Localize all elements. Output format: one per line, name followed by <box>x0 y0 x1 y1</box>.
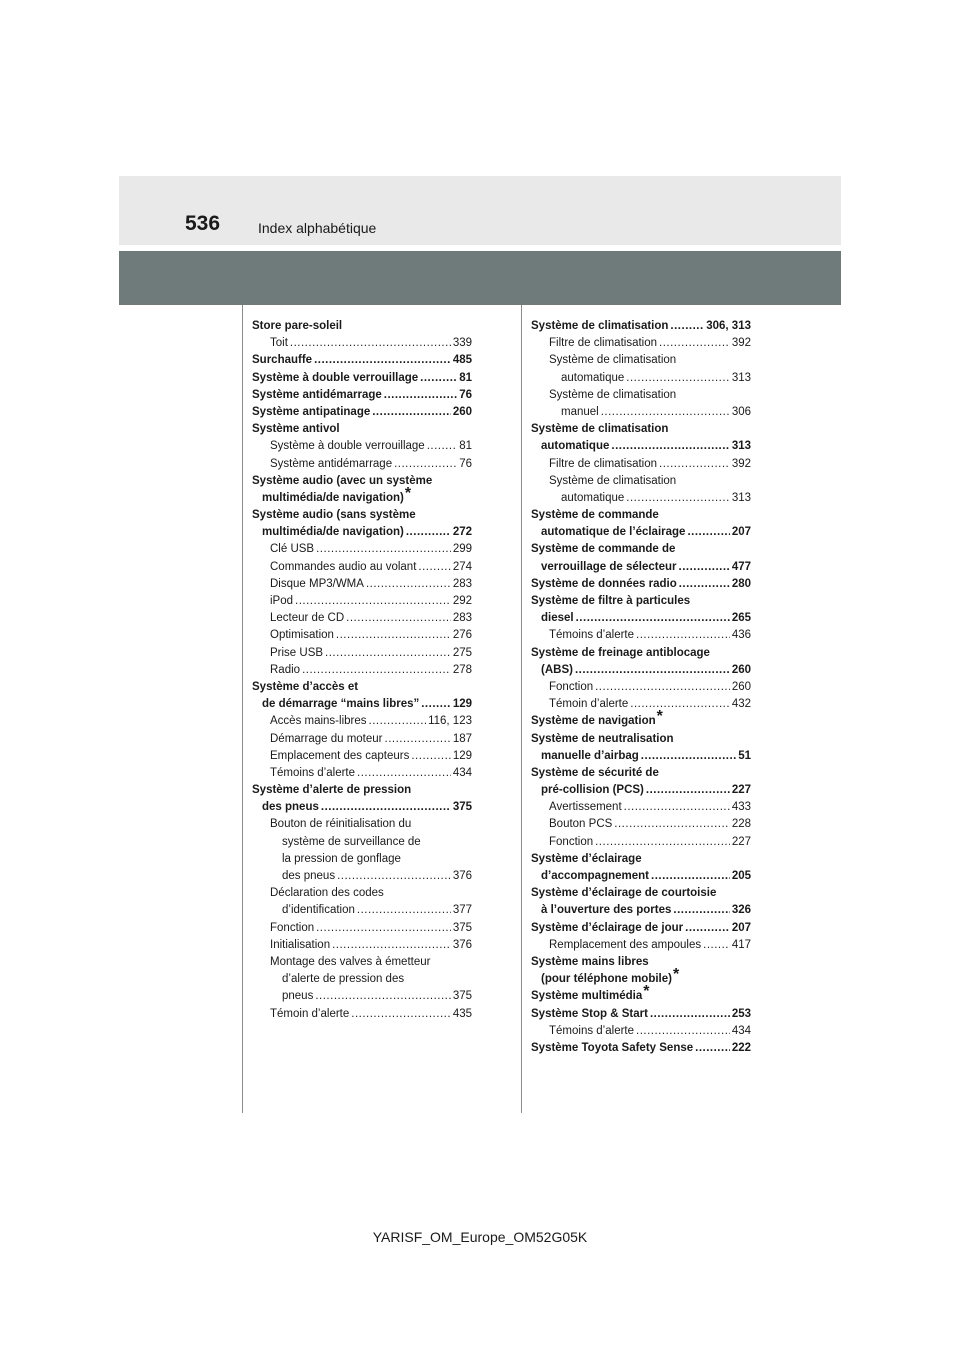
dot-leader <box>630 696 730 713</box>
index-entry <box>531 1006 751 1023</box>
index-entry-page: 51 <box>738 749 751 762</box>
index-entry-text: Système antipatinage <box>252 405 371 418</box>
index-entry-page: 299 <box>452 543 472 556</box>
index-entry <box>531 456 751 473</box>
index-entry <box>531 541 751 558</box>
footnote-asterisk: * <box>656 708 663 726</box>
index-entry-page: 227 <box>731 784 751 797</box>
index-entry <box>531 937 751 954</box>
index-entry <box>531 902 751 919</box>
dot-leader <box>673 902 729 919</box>
index-entry-text: Système de climatisation <box>549 354 677 367</box>
index-entry-text: Système d’alerte de pression <box>252 784 412 797</box>
index-entry-page: 207 <box>731 921 751 934</box>
index-entry-text: Témoins d’alerte <box>549 629 635 642</box>
index-entry-text: automatique de l’éclairage <box>541 526 686 539</box>
dot-leader <box>316 920 451 937</box>
dot-leader <box>679 576 730 593</box>
index-entry <box>531 868 751 885</box>
right-column-rule <box>521 305 522 1113</box>
index-entry-text: d’accompagnement <box>541 870 649 882</box>
index-entry-text: Système audio (sans système <box>252 509 416 522</box>
index-entry <box>252 902 472 919</box>
index-entry-text: Emplacement des capteurs <box>270 749 410 762</box>
dot-leader <box>595 679 730 696</box>
index-entry-text: Commandes audio au volant <box>270 560 417 573</box>
index-entry-page: 377 <box>452 904 472 917</box>
index-entry-text: Filtre de climatisation <box>549 337 658 350</box>
index-entry <box>252 885 472 902</box>
index-entry-text: Système de filtre à particules <box>531 595 691 607</box>
dot-leader <box>351 1006 451 1023</box>
index-entry-page: 375 <box>452 801 472 814</box>
index-entry-text: Déclaration des codes <box>270 887 384 900</box>
index-entry <box>252 868 472 885</box>
index-entry-page: 76 <box>459 457 472 470</box>
index-entry <box>252 731 472 748</box>
index-entry <box>252 507 472 524</box>
index-entry <box>531 610 751 627</box>
index-entry-text: Système à double verrouillage <box>252 371 419 384</box>
index-entry-page: 436 <box>731 629 751 642</box>
index-entry-text: des pneus <box>262 801 319 814</box>
index-entry <box>252 937 472 954</box>
left-column-rule <box>242 305 243 1113</box>
index-entry <box>531 731 751 748</box>
index-entry <box>531 387 751 404</box>
dot-leader <box>290 335 451 352</box>
dot-leader <box>337 868 451 885</box>
index-entry-page: 485 <box>452 354 472 367</box>
index-entry-page: 129 <box>452 698 472 711</box>
index-entry-text: multimédia/de navigation) <box>262 491 404 504</box>
index-entry <box>252 610 472 627</box>
index-entry-text: manuelle d’airbag <box>541 749 639 762</box>
index-entry-text: Optimisation <box>270 629 334 642</box>
index-entry <box>252 421 472 438</box>
index-entry <box>531 318 751 335</box>
index-entry-text: automatique <box>541 440 610 453</box>
index-entry-text: (ABS) <box>541 663 573 676</box>
index-entry <box>531 679 751 696</box>
index-entry-page: 260 <box>452 405 472 418</box>
dot-leader <box>595 834 730 851</box>
index-entry-text: Système de climatisation <box>531 423 669 436</box>
index-entry-text: Fonction <box>270 921 315 934</box>
index-entry-page: 292 <box>452 595 472 607</box>
index-entry-text: de démarrage “mains libres” <box>262 698 420 711</box>
index-entry-page: 205 <box>731 870 751 882</box>
dot-leader <box>369 713 427 730</box>
index-entry <box>531 438 751 455</box>
index-entry <box>252 1006 472 1023</box>
index-entry <box>531 490 751 507</box>
index-entry-text: Système antivol <box>252 423 340 436</box>
index-entry-page: 274 <box>452 560 472 573</box>
index-entry-page: 116, 123 <box>428 715 472 728</box>
index-entry-text: Système de commande <box>531 509 659 522</box>
document-footer: YARISF_OM_Europe_OM52G05K <box>372 1229 588 1245</box>
index-entry-page: 81 <box>459 371 472 384</box>
dot-leader <box>703 937 730 954</box>
index-entry <box>252 593 472 610</box>
index-entry-text: Montage des valves à émetteur <box>270 955 431 968</box>
index-entry <box>531 421 751 438</box>
index-entry <box>252 627 472 644</box>
index-entry-page: 253 <box>731 1007 751 1020</box>
index-entry-text: Système multimédia <box>531 990 643 1003</box>
index-entry-page: 278 <box>452 663 472 676</box>
index-entry-text: Démarrage du moteur <box>270 732 383 745</box>
index-entry-text: Clé USB <box>270 543 315 556</box>
index-entry-text: Système de sécurité de <box>531 766 659 779</box>
index-entry-text: Système audio (avec un système <box>252 474 433 487</box>
dot-leader <box>624 799 730 816</box>
index-entry-page: 432 <box>731 698 751 711</box>
index-entry-text: Fonction <box>549 835 594 848</box>
index-entry <box>531 966 751 988</box>
dot-leader <box>626 370 730 387</box>
index-entry <box>252 971 472 988</box>
index-entry-text: (pour téléphone mobile) <box>541 973 672 986</box>
index-entry-page: 435 <box>452 1007 472 1020</box>
index-entry-text: automatique <box>561 491 625 504</box>
index-entry <box>531 473 751 490</box>
index-entry <box>252 834 472 851</box>
dot-leader <box>321 799 451 816</box>
index-entry-text: Système mains libres <box>531 955 649 968</box>
index-entry-text: Système de climatisation <box>549 474 677 487</box>
dot-leader <box>427 438 458 455</box>
index-entry-page: 222 <box>731 1041 751 1054</box>
index-entry-text: Avertissement <box>549 801 622 814</box>
index-entry-page: 306 <box>731 405 751 418</box>
index-entry-text: système de surveillance de <box>282 835 421 848</box>
dot-leader <box>687 524 729 541</box>
index-entry-text: multimédia/de navigation) <box>262 526 404 539</box>
index-entry-text: Système de données radio <box>531 577 677 590</box>
index-entry <box>531 708 751 730</box>
index-entry-text: Système d’éclairage de courtoisie <box>531 887 717 900</box>
header-bar <box>119 251 841 305</box>
footnote-asterisk: * <box>404 484 412 502</box>
index-entry <box>252 335 472 352</box>
index-entry <box>531 765 751 782</box>
index-entry-page: 228 <box>731 818 751 831</box>
index-entry <box>252 438 472 455</box>
index-entry-text: Radio <box>270 663 301 676</box>
index-entry <box>531 782 751 799</box>
index-entry-page: 339 <box>452 337 472 350</box>
index-entry-page: 326 <box>731 904 751 917</box>
dot-leader <box>636 1023 730 1040</box>
dot-leader <box>421 696 451 713</box>
index-entry-text: Système de freinage antiblocage <box>531 646 710 659</box>
index-entry <box>252 816 472 833</box>
index-entry-text: Système de climatisation <box>549 388 677 401</box>
index-entry <box>252 456 472 473</box>
index-entry-page: 375 <box>452 990 472 1003</box>
index-entry-page: 207 <box>731 526 751 539</box>
index-entry-page: 313 <box>731 371 751 384</box>
index-entry-page: 376 <box>452 938 472 951</box>
index-entry-text: Système de neutralisation <box>531 732 674 745</box>
index-entry-text: Filtre de climatisation <box>549 457 658 470</box>
dot-leader <box>695 1040 730 1057</box>
index-entry <box>531 576 751 593</box>
index-entry <box>531 627 751 644</box>
index-entry-page: 280 <box>731 577 751 590</box>
index-entry <box>252 851 472 868</box>
index-entry <box>531 920 751 937</box>
dot-leader <box>641 748 736 765</box>
index-entry <box>531 645 751 662</box>
index-entry-page: 376 <box>452 870 472 882</box>
dot-leader <box>650 1006 730 1023</box>
dot-leader <box>636 627 730 644</box>
index-entry-page: 417 <box>731 938 751 951</box>
dot-leader <box>679 559 730 576</box>
index-entry-page: 392 <box>731 337 751 350</box>
dot-leader <box>611 438 729 455</box>
dot-leader <box>332 937 451 954</box>
index-entry-text: Accès mains-libres <box>270 715 367 728</box>
index-entry <box>252 645 472 662</box>
index-entry-page: 275 <box>452 646 472 659</box>
dot-leader <box>302 662 451 679</box>
index-entry-page: 434 <box>731 1024 751 1037</box>
index-entry <box>252 541 472 558</box>
dot-leader <box>366 576 451 593</box>
index-entry-text: manuel <box>561 405 599 418</box>
index-entry-text: Remplacement des ampoules <box>549 938 702 951</box>
dot-leader <box>646 782 730 799</box>
index-column-left <box>252 318 472 1023</box>
dot-leader <box>316 541 451 558</box>
index-entry <box>252 748 472 765</box>
index-entry-page: 306, 313 <box>706 320 751 332</box>
index-entry-page: 434 <box>452 766 472 779</box>
index-entry-text: Prise USB <box>270 646 324 659</box>
index-entry-page: 375 <box>452 921 472 934</box>
index-entry-text: Initialisation <box>270 938 331 951</box>
dot-leader <box>418 559 450 576</box>
index-entry <box>531 816 751 833</box>
index-entry <box>252 954 472 971</box>
index-entry <box>531 885 751 902</box>
index-entry <box>252 696 472 713</box>
index-entry-text: à l’ouverture des portes <box>541 904 672 917</box>
index-entry-text: Système de commande de <box>531 543 676 556</box>
dot-leader <box>385 731 451 748</box>
index-entry <box>531 559 751 576</box>
dot-leader <box>651 868 730 885</box>
index-entry-text: Store pare-soleil <box>252 320 343 332</box>
index-entry-page: 283 <box>452 577 472 590</box>
index-entry <box>252 473 472 490</box>
dot-leader <box>394 456 457 473</box>
dot-leader <box>295 593 451 610</box>
index-entry-text: Témoin d’alerte <box>270 1007 350 1020</box>
index-entry <box>252 988 472 1005</box>
dot-leader <box>601 404 730 421</box>
dot-leader <box>411 748 450 765</box>
dot-leader <box>372 404 451 421</box>
index-entry-text: Système de navigation <box>531 715 656 728</box>
index-entry-text: Système Stop & Start <box>531 1007 648 1020</box>
index-entry-text: Système à double verrouillage <box>270 440 425 453</box>
dot-leader <box>384 387 457 404</box>
dot-leader <box>670 318 704 335</box>
index-entry <box>531 524 751 541</box>
dot-leader <box>314 352 451 369</box>
index-entry-text: pré-collision (PCS) <box>541 784 644 797</box>
index-entry <box>252 662 472 679</box>
index-entry <box>252 484 472 507</box>
index-entry <box>531 1023 751 1040</box>
index-entry-page: 81 <box>459 440 472 453</box>
index-entry-text: automatique <box>561 371 625 384</box>
index-entry-text: des pneus <box>282 870 336 882</box>
dot-leader <box>315 988 450 1005</box>
index-entry-page: 477 <box>731 560 751 573</box>
index-entry <box>252 559 472 576</box>
index-entry <box>252 782 472 799</box>
index-entry <box>252 576 472 593</box>
index-entry-text: Lecteur de CD <box>270 612 345 625</box>
index-entry <box>531 335 751 352</box>
index-entry <box>252 679 472 696</box>
index-entry-text: Surchauffe <box>252 354 313 367</box>
dot-leader <box>336 627 451 644</box>
dot-leader <box>406 524 451 541</box>
index-entry <box>252 370 472 387</box>
index-entry-page: 227 <box>731 835 751 848</box>
dot-leader <box>614 816 730 833</box>
dot-leader <box>659 456 730 473</box>
index-entry-text: Système de climatisation <box>531 320 669 332</box>
index-entry-text: diesel <box>541 612 574 625</box>
index-entry-text: iPod <box>270 595 294 607</box>
index-entry-text: Disque MP3/WMA <box>270 577 364 590</box>
index-entry-text: d’identification <box>282 904 355 917</box>
index-entry <box>531 834 751 851</box>
index-entry <box>252 524 472 541</box>
index-entry <box>531 748 751 765</box>
index-entry <box>531 954 751 971</box>
dot-leader <box>357 902 451 919</box>
index-entry-text: pneus <box>282 990 314 1003</box>
index-entry <box>531 851 751 868</box>
index-entry-text: Témoins d’alerte <box>270 766 356 779</box>
index-entry <box>531 507 751 524</box>
index-entry-page: 272 <box>452 526 472 539</box>
dot-leader <box>685 920 730 937</box>
index-entry-page: 392 <box>731 457 751 470</box>
index-entry <box>531 662 751 679</box>
dot-leader <box>357 765 451 782</box>
dot-leader <box>576 610 730 627</box>
dot-leader <box>420 370 457 387</box>
section-title: Index alphabétique <box>258 220 377 236</box>
footnote-asterisk: * <box>643 983 650 1001</box>
dot-leader <box>659 335 730 352</box>
index-entry <box>531 352 751 369</box>
index-entry <box>252 404 472 421</box>
index-entry <box>531 799 751 816</box>
index-entry <box>252 920 472 937</box>
index-entry-text: Fonction <box>549 680 594 693</box>
index-entry-text: verrouillage de sélecteur <box>541 560 677 573</box>
dot-leader <box>626 490 730 507</box>
index-entry-text: Témoins d’alerte <box>549 1024 635 1037</box>
index-entry <box>252 799 472 816</box>
index-entry <box>531 696 751 713</box>
index-entry <box>531 370 751 387</box>
index-entry-text: d’alerte de pression des <box>282 973 405 986</box>
index-entry <box>252 713 472 730</box>
header-band <box>119 176 841 245</box>
index-entry-text: Système antidémarrage <box>270 457 393 470</box>
dot-leader <box>575 662 730 679</box>
index-entry <box>252 387 472 404</box>
index-entry-text: Bouton PCS <box>549 818 613 831</box>
index-entry-page: 187 <box>452 732 472 745</box>
index-entry-page: 433 <box>731 801 751 814</box>
dot-leader <box>325 645 451 662</box>
index-column-right <box>531 318 751 1057</box>
index-entry-text: Système antidémarrage <box>252 388 382 401</box>
index-entry-page: 129 <box>452 749 472 762</box>
index-entry-page: 260 <box>731 680 751 693</box>
index-entry-page: 265 <box>731 612 751 625</box>
index-entry-page: 76 <box>459 388 472 401</box>
index-entry-page: 276 <box>452 629 472 642</box>
index-entry-text: Bouton de réinitialisation du <box>270 818 412 831</box>
index-entry <box>252 318 472 335</box>
index-entry-text: Système Toyota Safety Sense <box>531 1041 694 1054</box>
page-number: 536 <box>185 212 221 235</box>
index-entry-text: Système d’accès et <box>252 680 359 693</box>
index-entry-page: 313 <box>731 440 751 453</box>
index-entry-text: Toit <box>270 337 288 350</box>
index-entry <box>531 404 751 421</box>
index-entry-page: 283 <box>452 612 472 625</box>
index-entry-text: Système d’éclairage <box>531 852 642 865</box>
index-entry <box>531 983 751 1005</box>
index-entry <box>252 765 472 782</box>
index-entry-text: la pression de gonflage <box>282 852 401 865</box>
index-entry <box>531 1040 751 1057</box>
index-entry-page: 260 <box>731 663 751 676</box>
footnote-asterisk: * <box>672 966 680 984</box>
index-entry-text: Témoin d’alerte <box>549 698 629 711</box>
index-entry-text: Système d’éclairage de jour <box>531 921 684 934</box>
index-entry <box>252 352 472 369</box>
dot-leader <box>346 610 451 627</box>
index-entry-page: 313 <box>731 491 751 504</box>
index-entry <box>531 593 751 610</box>
